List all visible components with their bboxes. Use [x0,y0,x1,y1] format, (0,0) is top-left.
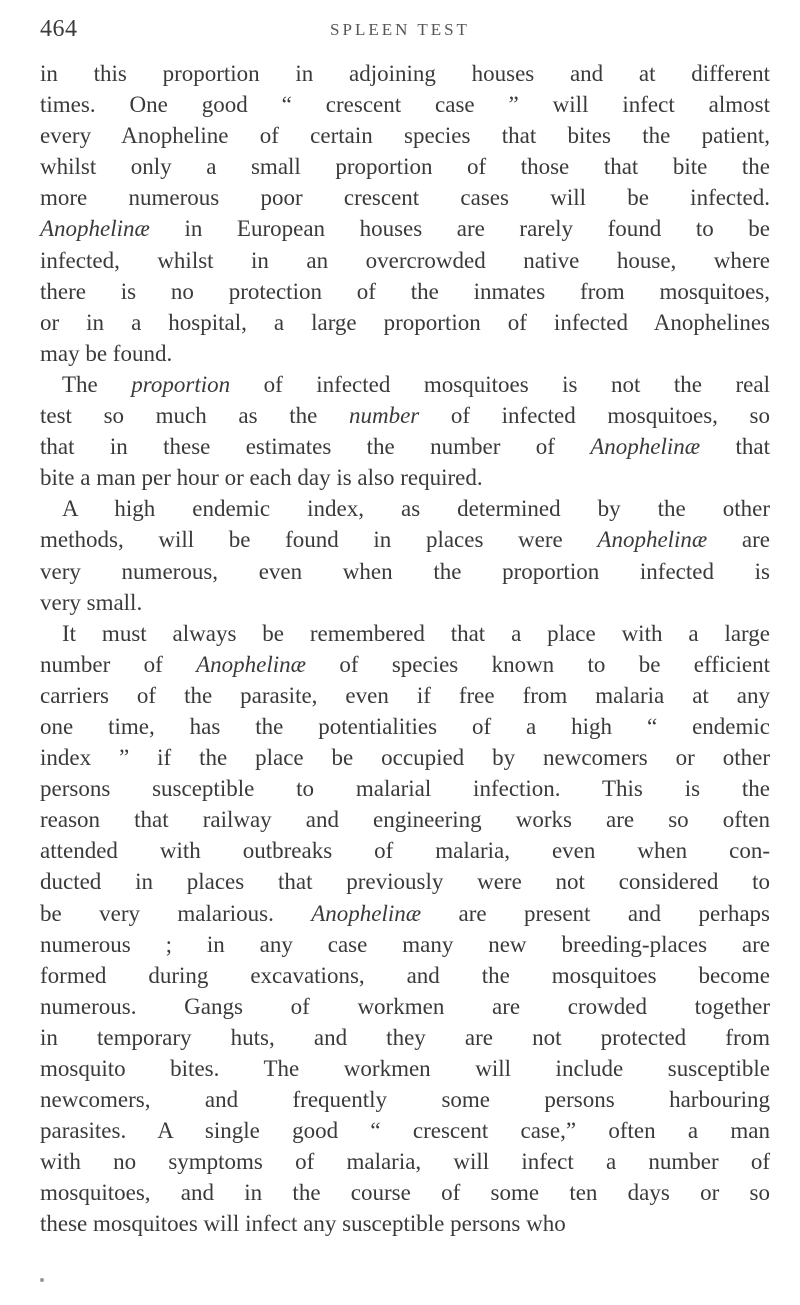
page-header [40,16,760,46]
page-number: 464 [40,16,78,42]
text-line [40,493,770,524]
text-line [40,151,770,182]
text-line [40,960,770,991]
text-run: numerous ; in any case many new breeding-places are [40,931,770,957]
text-line [40,307,770,338]
text-run: that in these estimates the number of [40,434,591,460]
text-run: very numerous, even when the proportion infected is [40,558,770,584]
italic-term: Anophelinæ [597,527,708,553]
text-run: reason that railway and engineering works are so often [40,807,770,833]
text-line [40,1208,770,1239]
text-run: mosquitoes, and in the course of some ten days or so [40,1180,770,1206]
text-line [40,213,770,244]
text-run: times. One good “ crescent case ” will infect almost [40,92,770,118]
italic-term: Anophelinæ [40,216,150,242]
text-line [40,400,770,431]
text-run: index ” if the place be occupied by newcomers or other [40,745,770,771]
text-line [40,618,770,649]
text-run: persons susceptible to malarial infection. This is the [40,776,770,802]
text-run: in temporary huts, and they are not protected from [40,1024,770,1050]
text-line [40,245,770,276]
text-line [40,1146,770,1177]
text-run: very small. [40,589,143,615]
text-run: one time, has the potentialities of a high “ endemic [40,713,770,739]
text-line [40,898,770,929]
text-run: are present and perhaps [421,900,770,926]
text-line [40,742,770,773]
text-line [40,369,770,400]
text-run: numerous. Gangs of workmen are crowded together [40,993,770,1019]
text-run: of infected mosquitoes, so [419,403,770,429]
italic-term: proportion [131,371,231,397]
text-run: these mosquitoes will infect any susceptible persons who [40,1211,566,1237]
text-run: ducted in places that previously were not considered to [40,869,770,895]
text-run: It must always be remembered that a place with a large [62,620,770,646]
italic-term: Anophelinæ [196,651,306,677]
body-text [40,58,770,1240]
text-run: test so much as the [40,403,349,429]
text-run: formed during excavations, and the mosquitoes become [40,962,770,988]
text-line [40,680,770,711]
text-line [40,649,770,680]
text-run: in this proportion in adjoining houses and at different [40,61,770,86]
text-line [40,462,770,493]
text-line [40,991,770,1022]
text-line [40,524,770,555]
text-run: are [707,527,770,553]
text-line [40,804,770,835]
text-run: there is no protection of the inmates from mosquitoes, [40,278,770,304]
text-line [40,120,770,151]
text-run: may be found. [40,340,173,366]
text-run: methods, will be found in places were [40,527,598,553]
print-speck [40,1278,44,1282]
text-run: infected, whilst in an overcrowded native house, where [40,247,770,273]
running-head: SPLEEN TEST [330,20,470,39]
text-line [40,835,770,866]
text-run: bite a man per hour or each day is also required. [40,465,483,491]
text-run: more numerous poor crescent cases will be infected. [40,185,770,211]
text-line [40,338,770,369]
text-run: parasites. A single good “ crescent case,” often a man [40,1118,770,1144]
text-line [40,1084,770,1115]
text-run: whilst only a small proportion of those that bite the [40,154,770,180]
text-run: be very malarious. [40,900,312,926]
text-line [40,1177,770,1208]
text-run: every Anopheline of certain species that bites the patient, [40,123,770,149]
text-run: of species known to be efficient [305,651,770,677]
text-run: in European houses are rarely found to be [149,216,770,242]
text-run: that [700,434,770,460]
text-line [40,929,770,960]
text-line [40,89,770,120]
text-run: number of [40,651,197,677]
italic-term: number [348,403,420,429]
text-line [40,773,770,804]
text-run: A high endemic index, as determined by the other [62,496,770,522]
text-run: The [62,371,132,397]
text-line [40,711,770,742]
text-run: or in a hospital, a large proportion of infected Anophelines [40,309,770,335]
text-run: attended with outbreaks of malaria, even when con- [40,838,770,864]
text-line [40,431,770,462]
text-line [40,276,770,307]
text-run: of infected mosquitoes is not the real [230,371,770,397]
text-run: carriers of the parasite, even if free from malaria at any [40,682,770,708]
text-line [40,1115,770,1146]
text-line [40,866,770,897]
text-line [40,182,770,213]
italic-term: Anophelinæ [590,434,701,460]
text-line [40,1053,770,1084]
text-line [40,58,770,89]
italic-term: Anophelinæ [311,900,422,926]
text-run: with no symptoms of malaria, will infect a number of [40,1149,770,1175]
text-run: newcomers, and frequently some persons harbouring [40,1087,770,1113]
text-line [40,587,770,618]
text-line [40,556,770,587]
text-line [40,1022,770,1053]
text-run: mosquito bites. The workmen will include susceptible [40,1056,770,1081]
